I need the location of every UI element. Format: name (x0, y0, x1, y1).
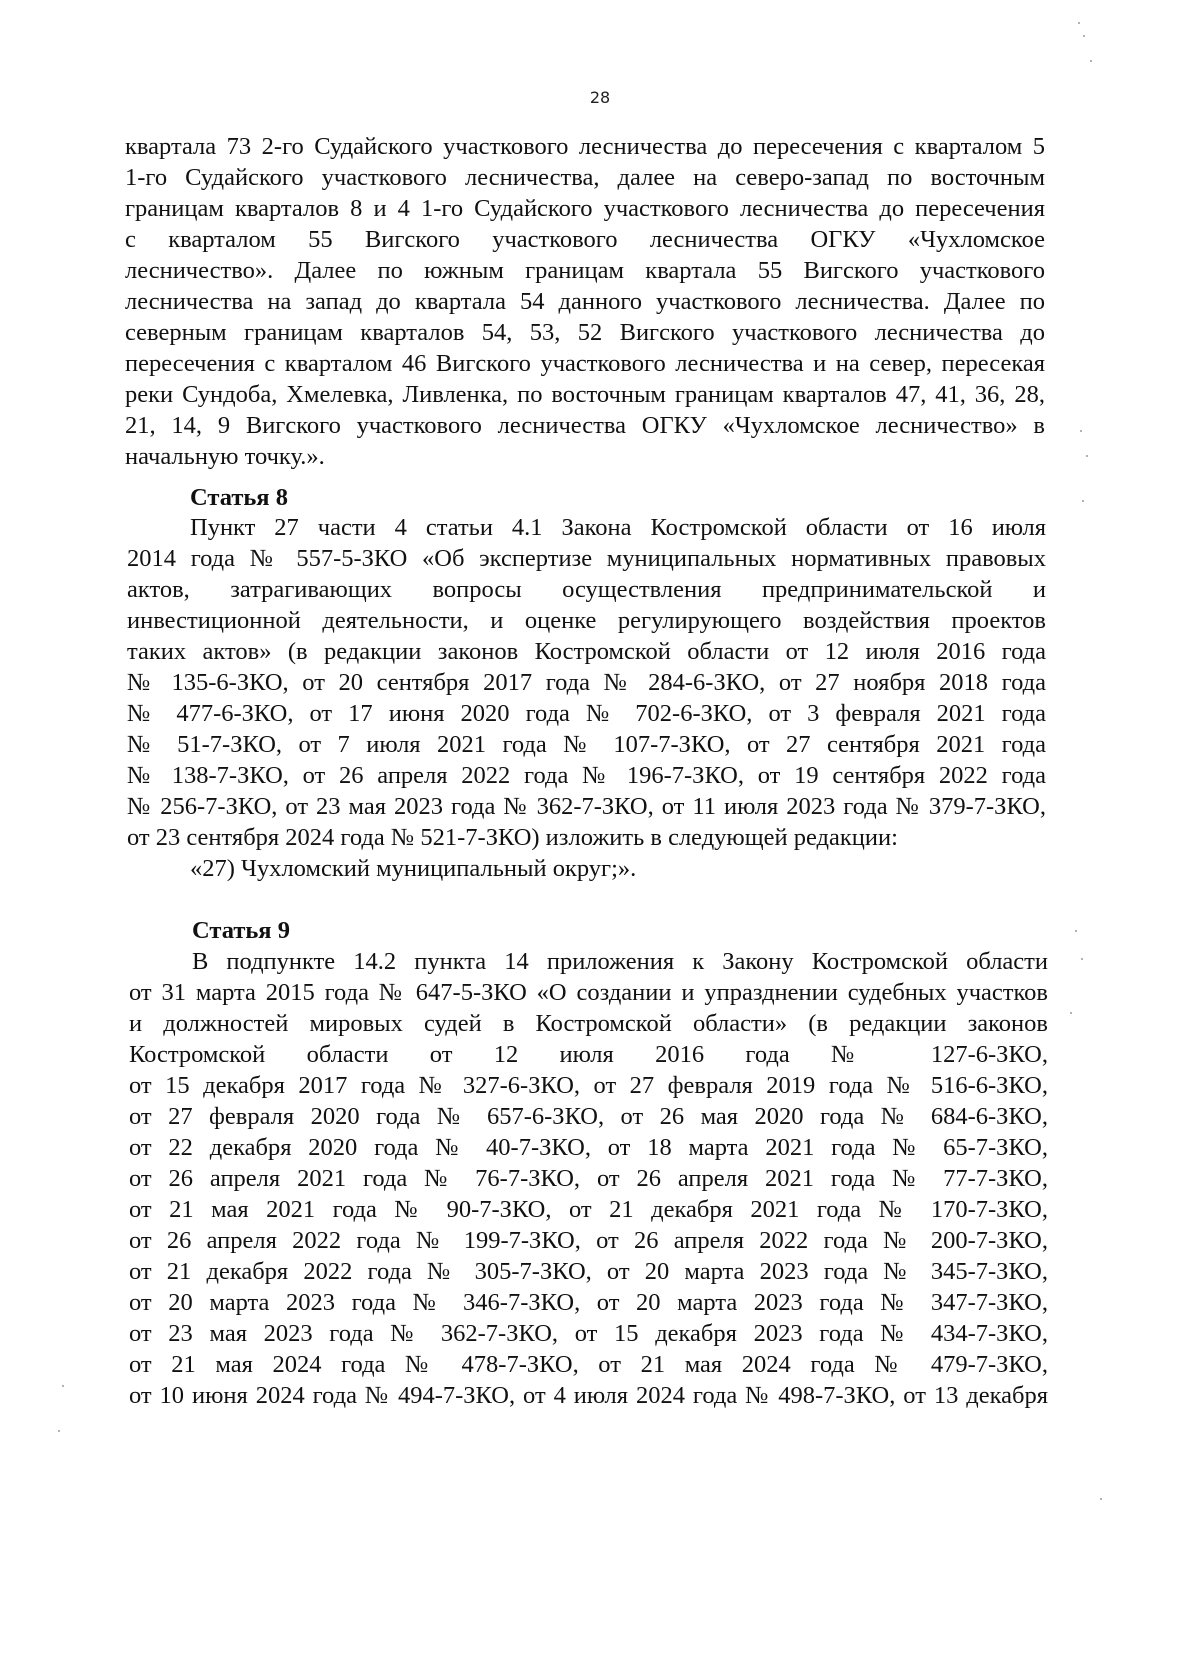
text-line: от 21 мая 2021 года № 90-7-ЗКО, от 21 декабря 2021 года № 170-7-ЗКО, (129, 1196, 1048, 1223)
text-line: северным границам кварталов 54, 53, 52 Вигского участкового лесничества до (125, 319, 1045, 346)
article-heading: Статья 9 (192, 917, 290, 944)
text-line: № 138-7-ЗКО, от 26 апреля 2022 года № 196-7-ЗКО, от 19 сентября 2022 года (127, 762, 1046, 789)
text-line: пересечения с кварталом 46 Вигского участкового лесничества и на север, пересекая (125, 350, 1045, 377)
article-heading: Статья 8 (190, 484, 288, 511)
text-line: от 26 апреля 2022 года № 199-7-ЗКО, от 26 апреля 2022 года № 200-7-ЗКО, (129, 1227, 1048, 1254)
text-line: от 23 сентября 2024 года № 521-7-ЗКО) изложить в следующей редакции: (127, 824, 898, 851)
text-line: с кварталом 55 Вигского участкового лесничества ОГКУ «Чухломское (125, 226, 1045, 253)
text-line: от 10 июня 2024 года № 494-7-ЗКО, от 4 июля 2024 года № 498-7-ЗКО, от 13 декабря (129, 1382, 1048, 1409)
text-line: границам кварталов 8 и 4 1-го Судайского участкового лесничества до пересечения (125, 195, 1045, 222)
text-line: от 21 мая 2024 года № 478-7-ЗКО, от 21 мая 2024 года № 479-7-ЗКО, (129, 1351, 1048, 1378)
text-line: 21, 14, 9 Вигского участкового лесничества ОГКУ «Чухломское лесничество» в (125, 412, 1045, 439)
text-line: от 15 декабря 2017 года № 327-6-ЗКО, от 27 февраля 2019 года № 516-6-ЗКО, (129, 1072, 1048, 1099)
text-line: квартала 73 2-го Судайского участкового лесничества до пересечения с кварталом 5 (125, 133, 1045, 160)
text-line: 2014 года № 557-5-ЗКО «Об экспертизе муниципальных нормативных правовых (127, 545, 1046, 572)
text-line: от 22 декабря 2020 года № 40-7-ЗКО, от 18 марта 2021 года № 65-7-ЗКО, (129, 1134, 1048, 1161)
page-number: 28 (589, 88, 611, 107)
text-line: № 135-6-ЗКО, от 20 сентября 2017 года № 284-6-ЗКО, от 27 ноября 2018 года (127, 669, 1046, 696)
text-line: от 26 апреля 2021 года № 76-7-ЗКО, от 26 апреля 2021 года № 77-7-ЗКО, (129, 1165, 1048, 1192)
text-line: Костромской области от 12 июля 2016 года № 127-6-ЗКО, (129, 1041, 1048, 1068)
text-line: лесничества на запад до квартала 54 данного участкового лесничества. Далее по (125, 288, 1045, 315)
text-line: В подпункте 14.2 пункта 14 приложения к Закону Костромской области (192, 948, 1048, 975)
text-line: таких актов» (в редакции законов Костромской области от 12 июля 2016 года (127, 638, 1046, 665)
text-line: от 21 декабря 2022 года № 305-7-ЗКО, от 20 марта 2023 года № 345-7-ЗКО, (129, 1258, 1048, 1285)
text-line: от 20 марта 2023 года № 346-7-ЗКО, от 20 марта 2023 года № 347-7-ЗКО, (129, 1289, 1048, 1316)
text-line: от 23 мая 2023 года № 362-7-ЗКО, от 15 декабря 2023 года № 434-7-ЗКО, (129, 1320, 1048, 1347)
text-line: инвестиционной деятельности, и оценке регулирующего воздействия проектов (127, 607, 1046, 634)
text-line: лесничество». Далее по южным границам квартала 55 Вигского участкового (125, 257, 1045, 284)
text-line: актов, затрагивающих вопросы осуществления предпринимательской и (127, 576, 1046, 603)
text-line: и должностей мировых судей в Костромской области» (в редакции законов (129, 1010, 1048, 1037)
text-line: реки Сундоба, Хмелевка, Ливленка, по восточным границам кварталов 47, 41, 36, 28, (125, 381, 1045, 408)
text-line: «27) Чухломский муниципальный округ;». (190, 855, 637, 882)
text-line: 1-го Судайского участкового лесничества, далее на северо-запад по восточным (125, 164, 1045, 191)
text-line: от 27 февраля 2020 года № 657-6-ЗКО, от 26 мая 2020 года № 684-6-ЗКО, (129, 1103, 1048, 1130)
text-line: № 51-7-ЗКО, от 7 июля 2021 года № 107-7-ЗКО, от 27 сентября 2021 года (127, 731, 1046, 758)
text-line: Пункт 27 части 4 статьи 4.1 Закона Костромской области от 16 июля (190, 514, 1046, 541)
text-line: начальную точку.». (125, 443, 325, 470)
text-line: № 256-7-ЗКО, от 23 мая 2023 года № 362-7-ЗКО, от 11 июля 2023 года № 379-7-ЗКО, (127, 793, 1046, 820)
text-line: от 31 марта 2015 года № 647-5-ЗКО «О создании и упразднении судебных участков (129, 979, 1048, 1006)
text-line: № 477-6-ЗКО, от 17 июня 2020 года № 702-6-ЗКО, от 3 февраля 2021 года (127, 700, 1046, 727)
